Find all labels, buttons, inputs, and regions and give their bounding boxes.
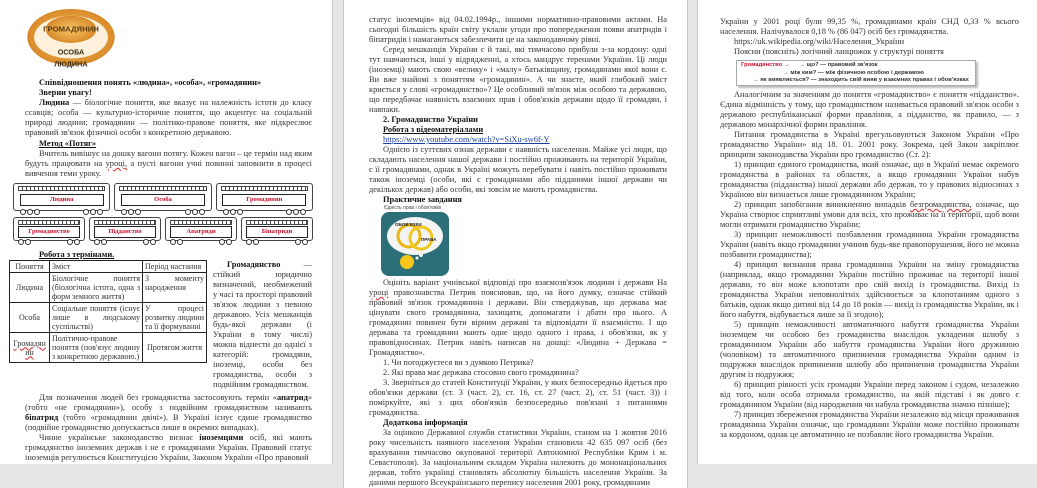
page1-bottom-text [25,393,312,463]
text: Чинне українське законодавство визнає [39,433,200,442]
stateless-paragraph [25,393,312,433]
wagon-row-top [13,183,313,217]
citizenship-definition [213,260,312,390]
term-citizenship: Громадянство [227,260,281,269]
wagon [241,217,313,241]
wagon-label: Громадянство [18,226,80,238]
paragraph: Однією із суттєвих ознак держави є наявність населення. Майже усі люди, що складають населення нашої держави і постійно проживають на території України, є її громадянами, однак в Україні можуть перебувати і навіть постійно проживати також іноземці (особи, які є громадянами або підданими іншої держави чи декількох держав) або особи, які зовсім не мають громадянства. [369,145,667,194]
wagon [13,217,85,241]
paragraph: України у 2001 році були 99,35 %, громадянами країн СНД 0,33 % всього населення. Налічувалося 0,18 % (86 047) осіб без громадянства. [720,17,1019,36]
text: (тобто «громадянин двічі»). В Україні існує єдине громадянство (подвійне громадянство допускається лише в окремих випадках). [25,413,312,432]
page2-bottom-text [369,278,667,488]
text: означає, що Україна створює сприятливі умови для всіх, хто проживає на її території, щоб вони могли отримати громадянство України; [720,200,1019,229]
page3-main-text [720,90,1019,440]
table-cell: З моменту народження [143,273,207,303]
wagon [216,183,313,211]
train-wagons-diagram [13,183,313,247]
wheels-icon [185,209,205,215]
practice-heading: Практичне завдання [383,195,462,204]
text: Для позначення людей без громадянства застосовують термін « [39,393,277,402]
paragraph: статус іноземців» від 04.02.1994р., іншими нормативно-правовими актами. На сьогодні більшість країн світу уклали угоди про попередження появи апатридів і біпатридів і намагаються забезпечити це на законодавчому рівні. [369,15,667,44]
page2-top-text [369,15,667,205]
wheels-icon [286,209,306,215]
citizenship-text: — стійкий юридично визначений, необмежений у часі та просторі правовий зв'язок людини з певною державою. Усіх мешканців будь-якої держави (і України в тому числі) можна віднести до однієї з категорій: громадяни, іноземці, особи без громадянства, особи з подвійним громадянством. [213,260,312,389]
citizen-person-human-logo [25,8,117,76]
text: » (тобто «не громадянин»), особу з подвійним громадянством називають [25,393,312,412]
wagon-label: Особа [121,194,205,206]
explain-prompt: Поясни (поясніть) логічний ланцюжок у структурі поняття [734,47,944,56]
image-caption: Єдність прав і обов'язків [384,205,441,211]
chain-step: → що? — правовий зв'язок [799,62,878,68]
logo-text-person: ОСОБА [57,47,85,57]
question: 1. Чи погоджуєтеся ви з думкою Петрика? [383,358,534,367]
wheels-icon [246,239,259,245]
wheels-icon [18,239,31,245]
definitions-text: — біологічне поняття, яке вказує на належність істоти до класу ссавців; особа — культурно-історичне поняття, що акцентує на соціальній природі людини; громадянин — політико-правове поняття, яке підкреслює правовий зв'язок фізичної особи з конкретною державою. [25,98,312,137]
table-cell: Соціальне поняття (існує лише в людському суспільстві) [50,303,143,333]
rights-duties-rings-image [381,212,449,276]
text: Оцініть варіант учнівської відповіді про взаємозв'язок людини і держави На [383,278,667,287]
term-apatride: апатрид [277,393,308,402]
method-text-end: а пусті вагони учні повинні заповнити в процесі вивчення теми уроку. [25,159,312,178]
principle-item: 3) принцип неможливості позбавлення громадянина України громадянства України (навіть якщо громадянин учинив будь-яке правопорушення, його не можна позбавити громадянства); [720,230,1019,259]
question: 3. Зверніться до статей Конституції України, у яких безпосередньо йдеться про обов'язки держави (ст. 3 (част. 2), ст. 16, ст. 27 (част. 2), ст. 51 (част. 3)) і поміркуйте, які з цих обов'язків безпосередньо пов'язані з питаннями громадянства. [369,378,667,417]
wagon-label: Людина [20,194,104,206]
wheels-icon [223,209,243,215]
principle-item: 5) принцип неможливості автоматичного набуття громадянства України іноземцем чи особою без громадянства внаслідок укладення шлюбу з громадянином України або набуття громадянства України його дружиною (чоловіком) та автоматичного припинення громадянства України одним із подружжя внаслідок припинення шлюбу або припинення громадянства України другим із подружжя; [720,320,1019,379]
wagon-row-bottom [13,217,313,247]
wiki-link[interactable]: https://uk.wikipedia.org/wiki/Населення_України [734,37,905,46]
table-header-row [10,261,207,273]
chain-start: Громадянство → [741,62,790,68]
method-title: Метод «Потяг» [39,139,97,148]
document-page-1 [0,0,333,464]
page1-intro [25,78,312,179]
image-word-rights: ПРАВА [421,237,437,242]
term-foreigners: іноземцями [199,433,244,442]
spellcheck-word: уроці [369,288,389,297]
table-cell: Особа [10,303,50,333]
wagon [13,183,110,211]
paragraph: За оцінкою Державної служби статистики України, станом на 1 жовтня 2016 року чисельність наявного населення України становила 42 635 097 осіб (без врахування тимчасово окупованої території Автономної Республіки Крим і м. Севастополя). За національним складом Україна належить до мононаціональних держав, тобто українці становлять абсолютну більшість населення України. За даними першого Всеукраїнського перепису населення 2001 року, громадянами [369,428,667,487]
section-title: Співвідношення понять «людина», «особа», «громадянин» [39,78,262,87]
method-text: Вчитель вивішує на дошку вагони потягу. Кожен вагон – це термін над яким будуть працювати на [25,149,312,168]
question: 2. Які права має держава стосовно свого громадянина? [383,368,579,377]
chain-step: → як виявляється? — знаходить свій вияв у взаємних правах і обов'язках [753,77,969,83]
text: 2) принцип запобігання виникненню випадків [734,200,910,209]
wheels-icon [67,239,80,245]
wheels-icon [121,209,141,215]
citizenship-paragraph [213,260,312,390]
chain-step: → між ким? — між фізичною особою і державою [783,69,924,76]
table-row [10,303,207,333]
logo-text-human: ЛЮДИНА [54,59,88,69]
document-page-3 [697,0,1037,464]
wheels-icon [170,239,183,245]
wheels-icon [20,209,40,215]
wheels-icon [143,239,156,245]
logical-chain-diagram [736,60,976,86]
table-cell: У процесі розвитку людини та її формуванні [143,303,207,333]
definitions-paragraph [25,98,312,138]
table-cell: Людина [10,273,50,303]
attention-note: Зверни увагу! [39,88,92,97]
document-page-2 [343,0,688,488]
terms-title: Робота з термінами. [39,250,115,259]
terms-title-wrap [25,250,312,260]
spellcheck-word: безгромадянства, [910,200,972,209]
terms-section [9,260,312,390]
principle-item: 1) принцип єдиного громадянства, який означає, що в Україні немає окремого громадянства в районах та областях, а якщо громадянин України набув громадянства (підданства) іншої держави або держав, то у правових відносинах з Україною він визнається лише громадянином України; [720,160,1019,199]
paragraph: Аналогічним за значенням до поняття «громадянство» є поняття «підданство». Єдина відмінність у тому, що громадянством називається правовий зв'язок особи з державою республіканської форми правління, а підданство, як правило, — з державою монархічної форми правління. [720,90,1019,129]
image-word-duties: ОБОВ'ЯЗКИ [395,222,422,227]
table-cell: Біологічне поняття (біологічна істота, одна з форм земного життя) [50,273,143,303]
text: правознавства Петрик пояснював, що, на його думку, означає стійкий правовий зв'язок громадянина і держави. Він стверджував, що держава має цінувати свого громадянина, захищати, допомагати і дбати про нього. А громадянин повинен бути вірним державі та відповідати її взаємністю. І що держава та громадянин мають одне щодо одного і права, і обов'язки, як у правовідносинах. Петрик навіть написав на дошці: «Людина + Держава = Громадянство». [369,288,667,357]
terms-table [9,260,207,363]
table-row [10,333,207,363]
evaluate-paragraph [369,278,667,358]
wagon-label: Громадянин [222,194,306,206]
wheels-icon [94,239,107,245]
wheels-icon [295,239,308,245]
paragraph: Серед мешканців України є й такі, які тимчасово прибули з-за кордону: одні тут навчаються, інші у відрядженні, а хтось мандрує теренами України. Ці люди (іноземці) мають свою «велику» і «малу» батьківщину, громадянами якої вони є. Ви вже знайомі з поняттям «громадянин». А чи знаєте, який глибокий зміст криється у слові «громадянство»? Це особливий зв'язок між особою та державою, що передбачає наявність взаємних прав і обов'язків держави щодо її громадян, і навпаки. [369,45,667,114]
term-human: Людина [39,98,70,107]
paragraph: Питання громадянства в Україні врегульовуються Законом України «Про громадянство України» від 18. 01. 2001 року. Зокрема, цей Закон закріплює принципи законодавства України про громадянство (Ст. 2): [720,130,1019,159]
video-heading: Робота з відеоматеріалами [383,125,484,134]
principle-item [720,200,1019,230]
wagon-label: Біпатриди [246,226,308,238]
table-header: Зміст [50,261,143,273]
wagon [89,217,161,241]
table-header: Поняття [10,261,50,273]
table-cell: Протягом життя [143,333,207,363]
wagon-label: Апатриди [170,226,232,238]
wheels-icon [219,239,232,245]
principle-item: 4) принцип визнання права громадянина України на зміну громадянства (наприклад, якщо громадянин України постійно проживає на території іншої держави, то він може клопотати про свій вихід із громадянства. Вихід із громадянства України неповнолітніх здійснюється за клопотанням одного з батьків, однак якщо дитині від 14 до 18 років — вихід із громадянства України, як і його набуття, відбувається лише за її згодою); [720,260,1019,319]
term-bipatride: біпатрид [25,413,59,422]
table-row [10,273,207,303]
extra-info-heading: Додаткова інформація [383,418,468,427]
table-cell: Політично-правове поняття (пов'язує людину з конкретною державою.) [50,333,143,363]
principle-item: 6) принцип рівності усіх громадян України перед законом і судом, незалежно від того, коли особа отримала громадянство, на якій підставі і як довго є громадянином України (від народження чи набула громадянства значно пізніше); [720,380,1019,409]
section-heading: 2. Громадянство України [383,115,478,124]
wagon [114,183,211,211]
table-cell: Громадянин [10,333,50,363]
foreigners-paragraph [25,433,312,463]
text: осіб, які мають громадянство іноземних держав і не є громадянами України. Правовий статус іноземців регулюється Конституцією України, Законом України «Про правовий [25,433,312,462]
logo-text-citizen: ГРОМАДЯНИН [43,24,99,34]
table-header: Період настання [143,261,207,273]
method-paragraph [25,149,312,179]
wheels-icon [83,209,103,215]
spellcheck-word: уроці, [105,159,128,168]
page3-top-text [720,17,1019,57]
wagon-label: Підданство [94,226,156,238]
wagon [165,217,237,241]
principle-item: 7) принцип збереження громадянства України незалежно від місця проживання громадянина України означає, що громадянин України може постійно проживати за кордоном, однак це автоматично не позбавляє його громадянства України. [720,410,1019,439]
video-link[interactable]: https://www.youtube.com/watch?v=SiXu-sw6f-Y [383,135,550,144]
